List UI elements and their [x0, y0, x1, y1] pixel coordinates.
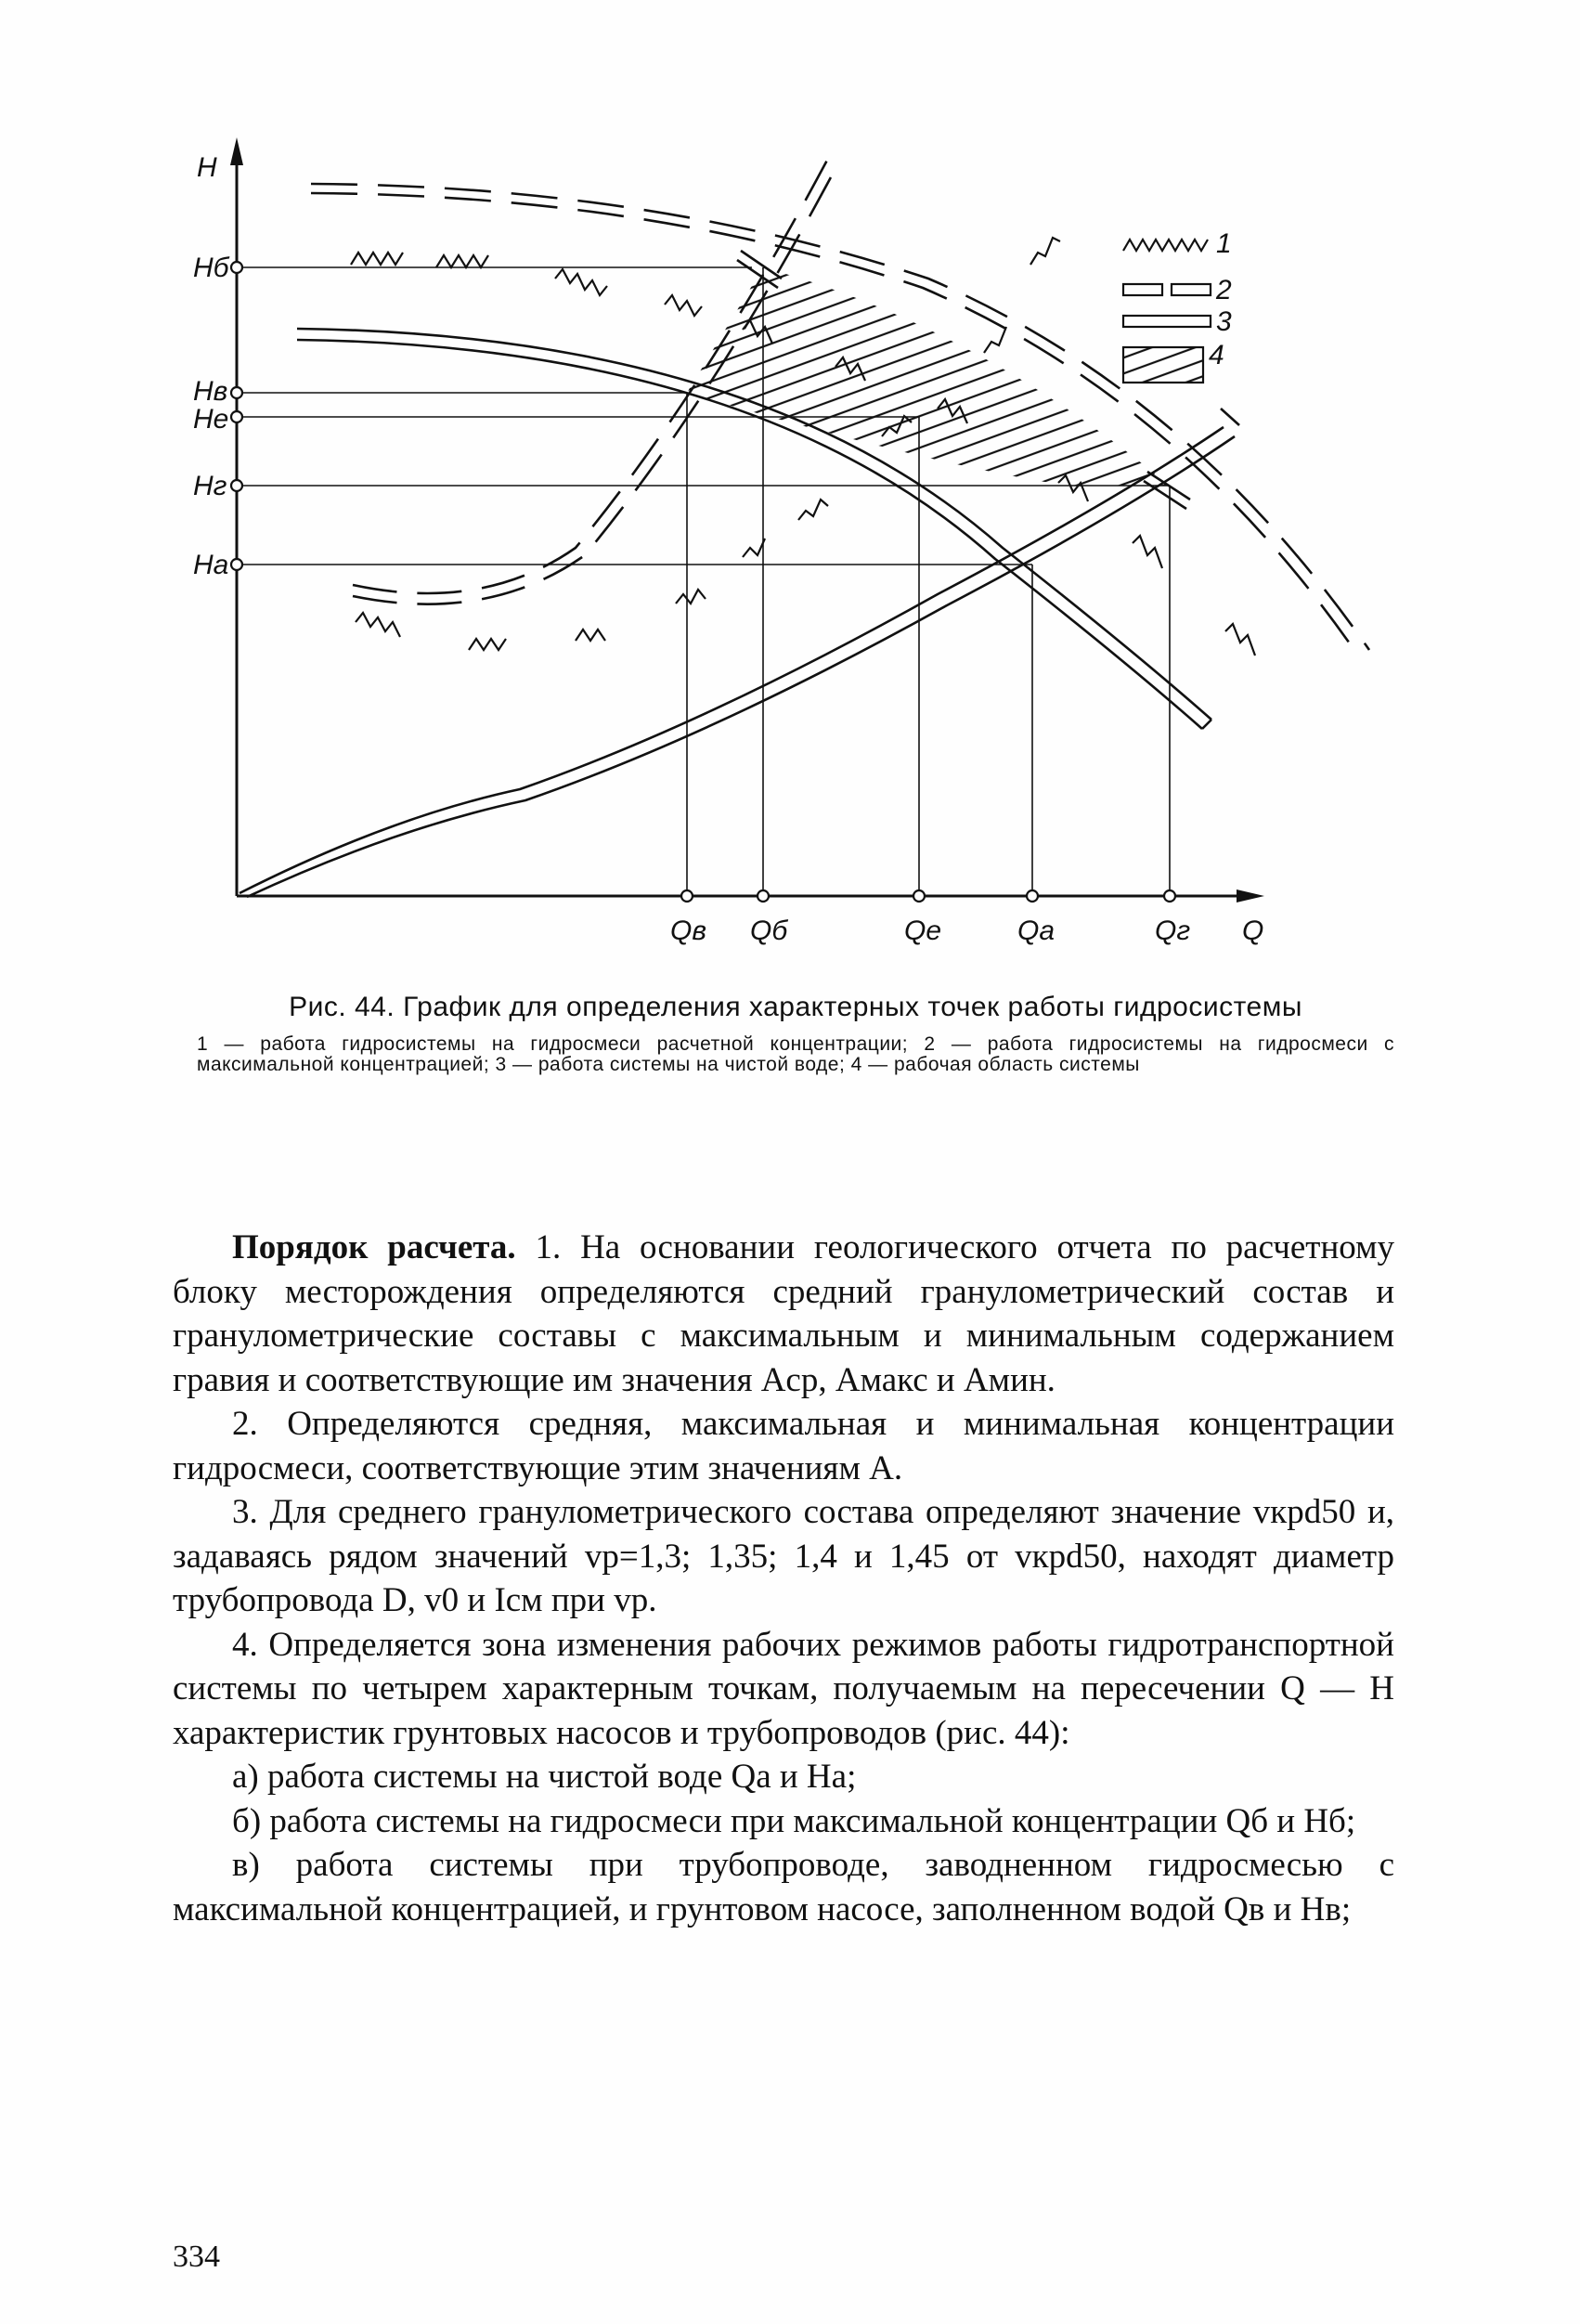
- legend-label-1: 1: [1216, 228, 1232, 259]
- legend-label-3: 3: [1216, 306, 1232, 337]
- legend-symbol-2: [1123, 284, 1211, 295]
- paragraph-b: б) работа системы на гидросмеси при максимальной концентрации Qб и Hб;: [232, 1801, 1356, 1840]
- page-number: 334: [173, 2240, 220, 2274]
- y-axis: [230, 137, 243, 896]
- working-area: [687, 267, 1170, 486]
- paragraph-a: а) работа системы на чистой воде Qа и Hа;: [232, 1758, 857, 1796]
- caption-legend: 1 — работа гидросистемы на гидросмеси расчетной концентрации; 2 — работа гидросистемы на гидросмеси с максимальной концентрацией; 3 — работа системы на чистой воде; 4 — рабочая область системы: [197, 1033, 1394, 1075]
- legend-label-4: 4: [1209, 340, 1224, 370]
- legend-symbol-1: [1123, 240, 1208, 251]
- tick-qb: Qб: [750, 915, 788, 946]
- legend: [1123, 228, 1232, 383]
- tick-hb: Hб: [193, 253, 229, 283]
- axis-tick-points: [231, 262, 1175, 902]
- legend-symbol-4: [1123, 347, 1203, 383]
- x-axis-label: Q: [1242, 915, 1264, 946]
- y-axis-label: H: [197, 152, 217, 183]
- section-heading: Порядок расчета.: [232, 1228, 516, 1266]
- tick-ha: Hа: [193, 550, 229, 580]
- body-text: [173, 1226, 1394, 1931]
- legend-symbol-3: [1123, 316, 1211, 327]
- tick-hg: Hг: [193, 471, 227, 501]
- paragraph-3: 3. Для среднего гранулометрического состава определяют значение vкрd50 и, задаваясь рядом значений vр=1,3; 1,35; 1,4 и 1,45 от vкрd50, находят диаметр трубопровода D, v0 и Iсм при vр.: [173, 1493, 1394, 1619]
- figure-44: [0, 0, 1580, 966]
- x-axis: [237, 889, 1264, 902]
- caption-title: Рис. 44. График для определения характерных точек работы гидросистемы: [289, 992, 1302, 1022]
- tick-he: Hе: [193, 404, 229, 435]
- paragraph-c: в) работа системы при трубопроводе, заводненном гидросмесью с максимальной концентрацией, и грунтовом насосе, заполненном водой Qв и Hв;: [173, 1846, 1394, 1928]
- paragraph-1: Порядок расчета. 1. На основании геологического отчета по расчетному блоку месторождения определяются средний гранулометрический состав и гранулометрические составы с максимальным и минимальным содержанием гравия и соответствующие им значения Aср, Aмакс и Aмин.: [173, 1228, 1394, 1399]
- paragraph-4: 4. Определяется зона изменения рабочих режимов работы гидротранспортной системы по четырем характерным точкам, получаемым на пересечении Q — H характеристик грунтовых насосов и трубопроводов (рис. 44):: [173, 1625, 1394, 1752]
- tick-hv: Hв: [193, 376, 228, 407]
- tick-qe: Qе: [904, 915, 942, 946]
- legend-label-2: 2: [1216, 275, 1232, 305]
- figure-caption: [197, 992, 1394, 1075]
- tick-qv: Qв: [670, 915, 706, 946]
- tick-qa: Qа: [1017, 915, 1055, 946]
- paragraph-2: 2. Определяются средняя, максимальная и минимальная концентрации гидросмеси, соответствующие этим значениям A.: [173, 1405, 1394, 1487]
- tick-qg: Qг: [1155, 915, 1191, 946]
